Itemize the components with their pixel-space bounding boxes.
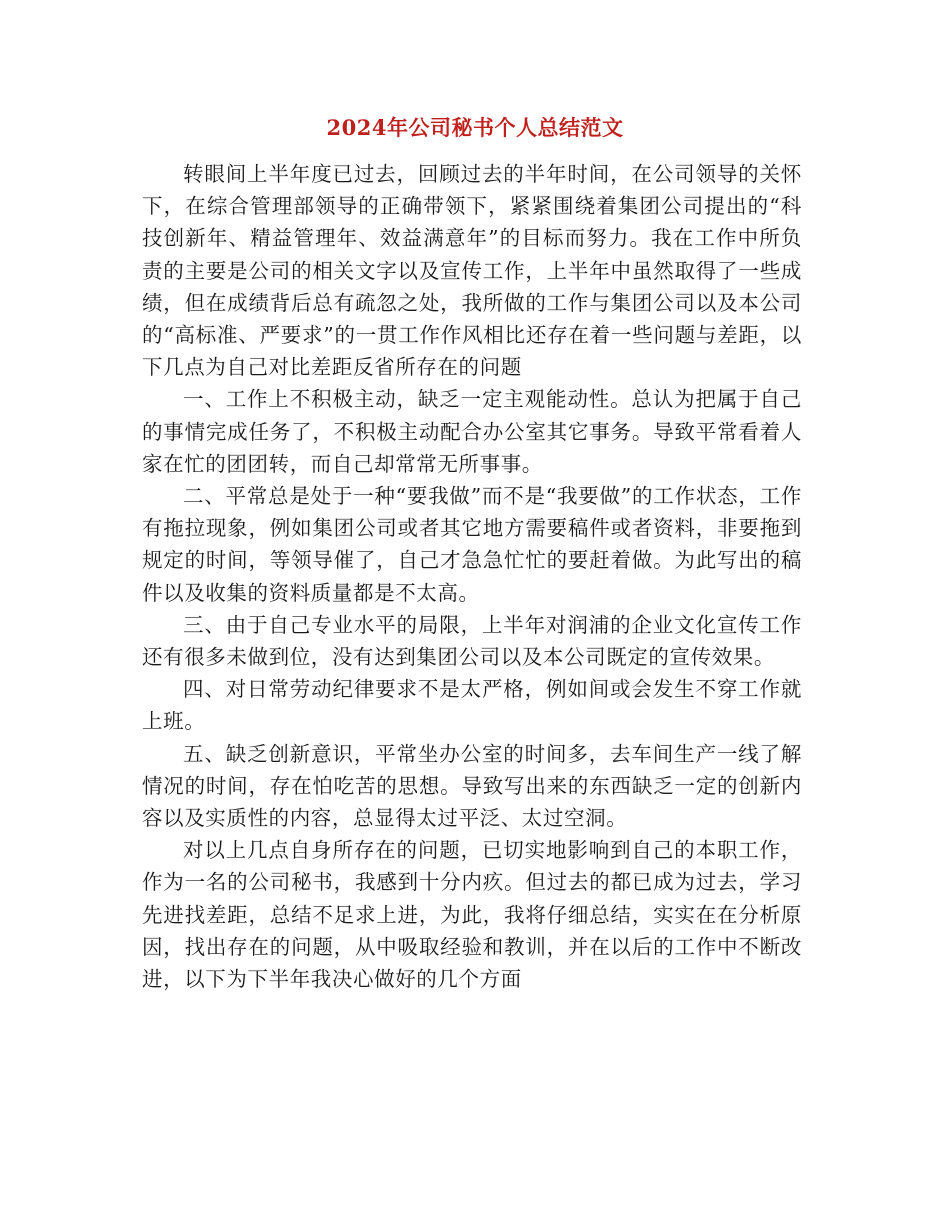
paragraph-point-5: 五、缺乏创新意识，平常坐办公室的时间多，去车间生产一线了解情况的时间，存在怕吃苦的思想。导致写出来的东西缺乏一定的创新内容以及实质性的内容，总显得太过平泛、太过空洞。 (142, 741, 802, 831)
paragraph-point-2: 二、平常总是处于一种“要我做”而不是“我要做”的工作状态，工作有拖拉现象，例如集团公司或者其它地方需要稿件或者资料，非要拖到规定的时间，等领导催了，自己才急急忙忙的要赶着做。为此写出的稿件以及收集的资料质量都是不太高。 (142, 484, 802, 605)
document-body (142, 158, 802, 995)
paragraph-point-3: 三、由于自己专业水平的局限，上半年对润浦的企业文化宣传工作还有很多未做到位，没有达到集团公司以及本公司既定的宣传效果。 (142, 612, 802, 670)
paragraph-point-4: 四、对日常劳动纪律要求不是太严格，例如间或会发生不穿工作就上班。 (142, 677, 802, 734)
paragraph-conclusion: 对以上几点自身所存在的问题，已切实地影响到自己的本职工作，作为一名的公司秘书，我感到十分内疚。但过去的都已成为过去，学习先进找差距，总结不足求上进，为此，我将仔细总结，实实在在分析原因，找出存在的问题，从中吸取经验和教训，并在以后的工作中不断改进，以下为下半年我决心做好的几个方面 (142, 838, 802, 992)
document-title: 2024年公司秘书个人总结范文 (326, 115, 624, 140)
paragraph-intro: 转眼间上半年度已过去，回顾过去的半年时间，在公司领导的关怀下，在综合管理部领导的正确带领下，紧紧围绕着集团公司提出的“科技创新年、精益管理年、效益满意年”的目标而努力。我在工作中所负责的主要是公司的相关文字以及宣传工作，上半年中虽然取得了一些成绩，但在成绩背后总有疏忽之处，我所做的工作与集团公司以及本公司的“高标准、严要求”的一贯工作作风相比还存在着一些问题与差距，以下几点为自己对比差距反省所存在的问题 (142, 162, 802, 380)
paragraph-point-1: 一、工作上不积极主动，缺乏一定主观能动性。总认为把属于自己的事情完成任务了，不积极主动配合办公室其它事务。导致平常看着人家在忙的团团转，而自己却常常无所事事。 (142, 387, 802, 476)
